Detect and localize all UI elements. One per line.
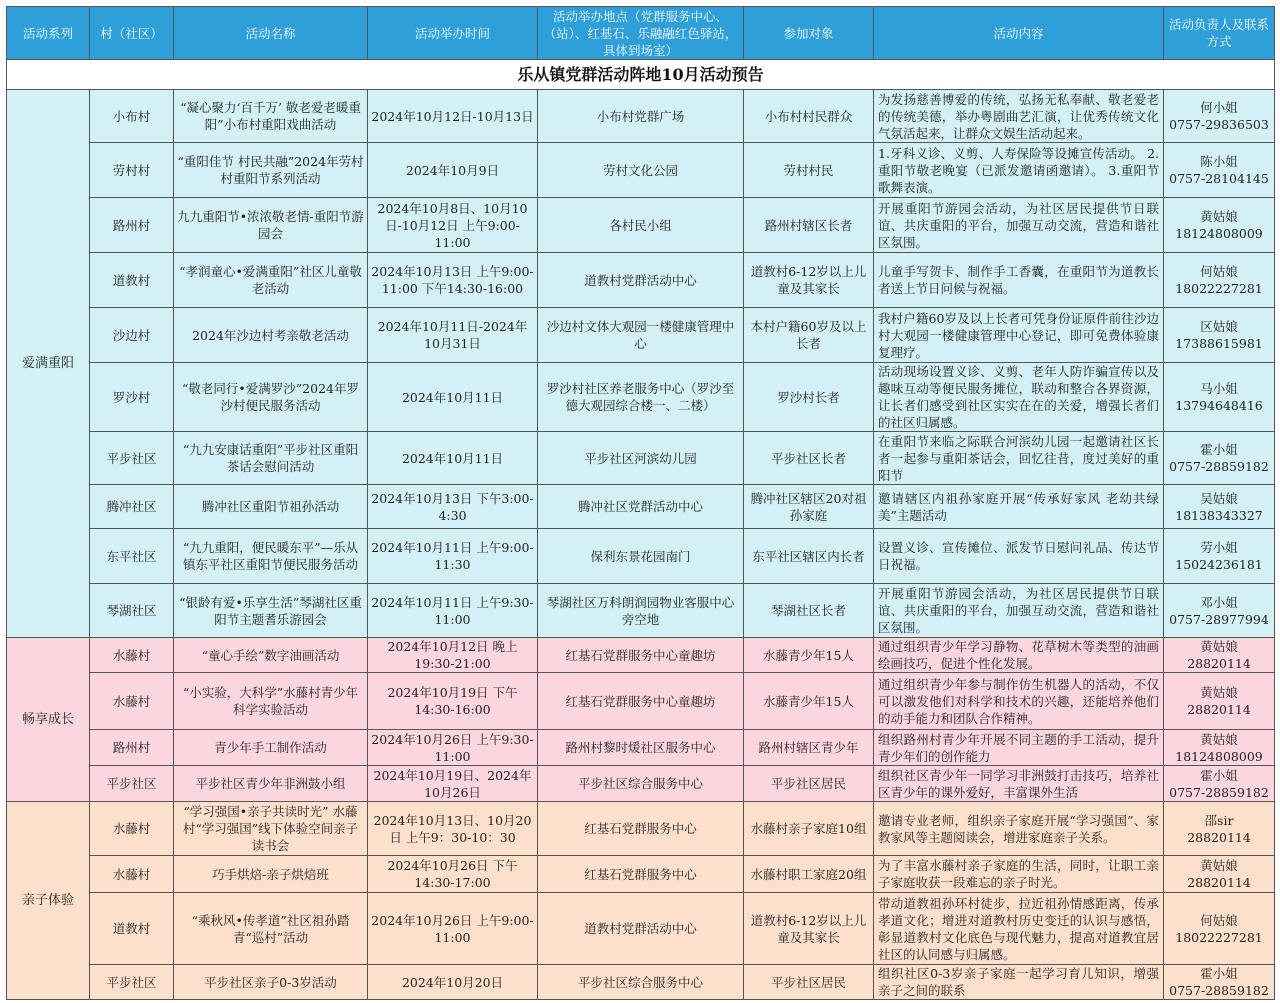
- contact-phone: 17388615981: [1175, 336, 1263, 351]
- audience-cell: 道教村6-12岁以上儿童及其家长: [744, 893, 874, 965]
- contact-cell: [1164, 965, 1275, 1000]
- header-content: 活动内容: [874, 7, 1164, 60]
- audience-cell: 水藤村职工家庭20组: [744, 856, 874, 893]
- contact-person: 劳小姐: [1200, 540, 1238, 555]
- audience-cell: 东平社区辖区内长者: [744, 529, 874, 584]
- village-cell: 路州村: [90, 198, 174, 253]
- contact-person: 霍小姐: [1200, 767, 1238, 783]
- contact-phone: 28820114: [1187, 829, 1251, 845]
- activity-location-cell: 保利东景花园南门: [538, 529, 744, 584]
- contact-cell: [1164, 766, 1275, 802]
- contact-cell: [1164, 253, 1275, 308]
- activity-location-cell: 道教村党群活动中心: [538, 893, 744, 965]
- table-row: [7, 198, 1275, 253]
- audience-cell: 水藤青少年15人: [744, 673, 874, 730]
- activity-location-cell: 红基石党群服务中心: [538, 802, 744, 856]
- table-row: [7, 485, 1275, 529]
- contact-phone: 18022227281: [1175, 929, 1263, 945]
- contact-phone: 18138343327: [1175, 507, 1263, 523]
- content-cell: 组织社区青少年一同学习非洲鼓打击技巧，培养社区青少年的课外爱好，丰富课外生活: [874, 766, 1164, 802]
- content-cell: 儿童手写贺卡、制作手工香囊，在重阳节为道教长者送上节日问候与祝福。: [874, 253, 1164, 308]
- village-cell: 沙边村: [90, 308, 174, 363]
- activity-location-cell: 小布村党群广场: [538, 90, 744, 143]
- activity-time-cell: 2024年10月11日 上午9:30-11:00: [368, 584, 538, 638]
- audience-cell: 腾冲社区辖区20对祖孙家庭: [744, 485, 874, 529]
- header-location: 活动举办地点（党群服务中心、（站）、红基石、乐融融红色驿站，具体到场室）: [538, 7, 744, 60]
- contact-cell: [1164, 90, 1275, 143]
- activity-name-cell: 巧手烘焙-亲子烘焙班: [174, 856, 368, 893]
- content-cell: 组织社区0-3岁亲子家庭一起学习育儿知识，增强亲子之间的联系: [874, 965, 1164, 1000]
- audience-cell: 劳村村民: [744, 143, 874, 198]
- contact-person: 何姑娘: [1200, 912, 1238, 928]
- table-row: [7, 638, 1275, 673]
- activity-location-cell: 红基石党群服务中心童趣坊: [538, 638, 744, 673]
- village-cell: 劳村村: [90, 143, 174, 198]
- village-cell: 道教村: [90, 893, 174, 965]
- content-cell: 1.牙科义诊、义剪、人寿保险等设摊宣传活动。 2.重阳节敬老晚宴（已派发邀请函邀请）。 3.重阳节歌舞表演。: [874, 143, 1164, 198]
- activity-time-cell: 2024年10月19日、2024年10月26日: [368, 766, 538, 802]
- contact-cell: [1164, 143, 1275, 198]
- content-cell: 为了丰富水藤村亲子家庭的生活，同时，让职工亲子家庭收获一段难忘的亲子时光。: [874, 856, 1164, 893]
- contact-person: 黄姑娘: [1200, 639, 1238, 654]
- contact-phone: 0757-28859182: [1169, 983, 1269, 998]
- activity-time-cell: 2024年10月26日 上午9:00-11:00: [368, 893, 538, 965]
- table-row: [7, 143, 1275, 198]
- activity-name-cell: 2024年沙边村考亲敬老活动: [174, 308, 368, 363]
- content-cell: 在重阳节来临之际联合河滨幼儿园一起邀请社区长者一起参与重阳茶话会，回忆往昔，度过美好的重阳节: [874, 432, 1164, 485]
- contact-person: 霍小姐: [1200, 442, 1238, 457]
- activity-name-cell: “童心手绘”数字油画活动: [174, 638, 368, 673]
- contact-person: 吴姑娘: [1200, 490, 1238, 506]
- village-cell: 平步社区: [90, 432, 174, 485]
- contact-cell: [1164, 432, 1275, 485]
- activity-name-cell: “银龄有爱•乐享生活”琴湖社区重阳节主题耆乐游园会: [174, 584, 368, 638]
- activity-sheet: [6, 6, 1274, 1000]
- activity-name-cell: “敬老同行•爱满罗沙”2024年罗沙村便民服务活动: [174, 363, 368, 432]
- table-row: [7, 584, 1275, 638]
- village-cell: 平步社区: [90, 965, 174, 1000]
- table-row: [7, 673, 1275, 730]
- series-cell: 亲子体验: [7, 802, 90, 1000]
- activity-time-cell: 2024年10月26日 下午14:30-17:00: [368, 856, 538, 893]
- activity-time-cell: 2024年10月11日 上午9:00-11:30: [368, 529, 538, 584]
- activity-time-cell: 2024年10月13日 上午9:00-11:00 下午14:30-16:00: [368, 253, 538, 308]
- table-row: [7, 363, 1275, 432]
- activity-name-cell: “凝心聚力‘百千万’ 敬老爱老暖重阳”小布村重阳戏曲活动: [174, 90, 368, 143]
- page-title: 乐从镇党群活动阵地10月活动预告: [7, 60, 1275, 90]
- header-time: 活动举办时间: [368, 7, 538, 60]
- activity-time-cell: 2024年10月11日-2024年10月31日: [368, 308, 538, 363]
- activity-time-cell: 2024年10月26日 上午9:30-11:00: [368, 730, 538, 766]
- contact-person: 何姑娘: [1200, 264, 1238, 279]
- table-row: [7, 802, 1275, 856]
- activity-name-cell: “乘秋风•传孝道”社区祖孙踏青“巡村”活动: [174, 893, 368, 965]
- contact-phone: 15024236181: [1175, 557, 1263, 572]
- activity-location-cell: 平步社区河滨幼儿园: [538, 432, 744, 485]
- contact-cell: [1164, 856, 1275, 893]
- contact-phone: 18022227281: [1175, 281, 1263, 296]
- content-cell: 开展重阳节游园会活动，为社区居民提供节日联谊、共庆重阳的平台，加强互动交流，营造和谐社区氛围。: [874, 584, 1164, 638]
- contact-phone: 13794648416: [1175, 398, 1263, 413]
- contact-phone: 28820114: [1187, 702, 1251, 717]
- contact-phone: 0757-28859182: [1169, 784, 1269, 800]
- audience-cell: 本村户籍60岁及以上长者: [744, 308, 874, 363]
- activity-name-cell: 腾冲社区重阳节祖孙活动: [174, 485, 368, 529]
- village-cell: 东平社区: [90, 529, 174, 584]
- contact-cell: [1164, 730, 1275, 766]
- table-row: [7, 308, 1275, 363]
- activity-name-cell: 九九重阳节•浓浓敬老情-重阳节游园会: [174, 198, 368, 253]
- audience-cell: 路州村辖区青少年: [744, 730, 874, 766]
- village-cell: 路州村: [90, 730, 174, 766]
- village-cell: 水藤村: [90, 856, 174, 893]
- activity-time-cell: 2024年10月9日: [368, 143, 538, 198]
- contact-phone: 0757-28977994: [1169, 611, 1269, 627]
- table-row: [7, 529, 1275, 584]
- contact-phone: 18124808009: [1175, 748, 1263, 764]
- contact-cell: [1164, 485, 1275, 529]
- activity-location-cell: 劳村文化公园: [538, 143, 744, 198]
- table-row: [7, 856, 1275, 893]
- activity-name-cell: “重阳佳节 村民共融”2024年劳村村重阳节系列活动: [174, 143, 368, 198]
- activity-time-cell: 2024年10月11日: [368, 432, 538, 485]
- table-row: [7, 893, 1275, 965]
- activity-location-cell: 道教村党群活动中心: [538, 253, 744, 308]
- activity-time-cell: 2024年10月20日: [368, 965, 538, 1000]
- table-row: [7, 766, 1275, 802]
- content-cell: 带动道教祖孙环村徒步，拉近祖孙情感距离，传承孝道文化；增进对道教村历史变迁的认识与感悟，彰显道教村文化底色与现代魅力，提高对道教宜居社区的认同感与归属感。: [874, 893, 1164, 965]
- activity-name-cell: 平步社区亲子0-3岁活动: [174, 965, 368, 1000]
- contact-cell: [1164, 198, 1275, 253]
- contact-phone: 0757-29836503: [1169, 117, 1269, 132]
- activity-location-cell: 腾冲社区党群活动中心: [538, 485, 744, 529]
- contact-person: 何小姐: [1200, 100, 1238, 115]
- audience-cell: 平步社区长者: [744, 432, 874, 485]
- activity-location-cell: 罗沙村社区养老服务中心（罗沙至德大观园综合楼一、二楼）: [538, 363, 744, 432]
- village-cell: 水藤村: [90, 638, 174, 673]
- activity-name-cell: “小实验，大科学”水藤村青少年科学实验活动: [174, 673, 368, 730]
- table-row: [7, 432, 1275, 485]
- table-row: [7, 730, 1275, 766]
- contact-cell: [1164, 363, 1275, 432]
- village-cell: 道教村: [90, 253, 174, 308]
- contact-phone: 0757-28859182: [1169, 459, 1269, 474]
- contact-cell: [1164, 529, 1275, 584]
- content-cell: 活动现场设置义诊、义剪、老年人防诈骗宣传以及趣味互动等便民服务摊位，联动和整合各界资源，让长者们感受到社区实实在在的关爱，增强长者们的社区归属感。: [874, 363, 1164, 432]
- content-cell: 通过组织青少年学习静物、花草树木等类型的油画绘画技巧，促进个性化发展。: [874, 638, 1164, 673]
- activity-location-cell: 沙边村文体大观园一楼健康管理中心: [538, 308, 744, 363]
- village-cell: 腾冲社区: [90, 485, 174, 529]
- village-cell: 水藤村: [90, 802, 174, 856]
- header-series: 活动系列: [7, 7, 90, 60]
- activity-location-cell: 红基石党群服务中心童趣坊: [538, 673, 744, 730]
- activity-name-cell: “九九重阳，便民暖东平”—乐从镇东平社区重阳节便民服务活动: [174, 529, 368, 584]
- contact-person: 区姑娘: [1200, 319, 1238, 334]
- contact-cell: [1164, 308, 1275, 363]
- table-row: [7, 965, 1275, 1000]
- audience-cell: 小布村村民群众: [744, 90, 874, 143]
- activity-name-cell: 青少年手工制作活动: [174, 730, 368, 766]
- audience-cell: 平步社区居民: [744, 766, 874, 802]
- contact-cell: [1164, 893, 1275, 965]
- audience-cell: 路州村辖区长者: [744, 198, 874, 253]
- audience-cell: 水藤青少年15人: [744, 638, 874, 673]
- header-village: 村（社区）: [90, 7, 174, 60]
- activity-time-cell: 2024年10月19日 下午14:30-16:00: [368, 673, 538, 730]
- header-contact: 活动负责人及联系方式: [1164, 7, 1275, 60]
- activity-location-cell: 琴湖社区万科朗润园物业客服中心旁空地: [538, 584, 744, 638]
- audience-cell: 道教村6-12岁以上儿童及其家长: [744, 253, 874, 308]
- table-row: [7, 253, 1275, 308]
- activity-time-cell: 2024年10月13日、10月20日 上午9：30-10：30: [368, 802, 538, 856]
- content-cell: 邀请专业老师，组织亲子家庭开展“学习强国”、家教家风等主题阅读会，增进家庭亲子关系。: [874, 802, 1164, 856]
- contact-phone: 28820114: [1187, 656, 1251, 671]
- contact-cell: [1164, 673, 1275, 730]
- contact-phone: 28820114: [1187, 875, 1251, 890]
- content-cell: 开展重阳节游园会活动，为社区居民提供节日联谊、共庆重阳的平台，加强互动交流，营造和谐社区氛围。: [874, 198, 1164, 253]
- contact-person: 黄姑娘: [1200, 209, 1238, 224]
- contact-person: 马小姐: [1200, 381, 1238, 396]
- activity-time-cell: 2024年10月12日-10月13日: [368, 90, 538, 143]
- activity-location-cell: 平步社区综合服务中心: [538, 766, 744, 802]
- village-cell: 小布村: [90, 90, 174, 143]
- content-cell: 组织路州村青少年开展不同主题的手工活动，提升青少年们的创作能力: [874, 730, 1164, 766]
- audience-cell: 琴湖社区长者: [744, 584, 874, 638]
- content-cell: 为发扬慈善博爱的传统，弘扬无私奉献、敬老爱老的传统美德，举办粤剧曲艺汇演，让优秀传统文化气氛活起来，让群众文娱生活动起来。: [874, 90, 1164, 143]
- contact-person: 邵sir: [1204, 812, 1234, 828]
- series-cell: 爱满重阳: [7, 90, 90, 638]
- audience-cell: 水藤村亲子家庭10组: [744, 802, 874, 856]
- village-cell: 水藤村: [90, 673, 174, 730]
- contact-cell: [1164, 638, 1275, 673]
- activity-time-cell: 2024年10月12日 晚上19:30-21:00: [368, 638, 538, 673]
- activity-time-cell: 2024年10月11日: [368, 363, 538, 432]
- audience-cell: 平步社区居民: [744, 965, 874, 1000]
- content-cell: 我村户籍60岁及以上长者可凭身份证原件前往沙边村大观园一楼健康管理中心登记，即可免费体验康复理疗。: [874, 308, 1164, 363]
- activity-name-cell: 平步社区青少年非洲鼓小组: [174, 766, 368, 802]
- village-cell: 平步社区: [90, 766, 174, 802]
- header-name: 活动名称: [174, 7, 368, 60]
- header-audience: 参加对象: [744, 7, 874, 60]
- contact-person: 陈小姐: [1200, 154, 1238, 169]
- contact-phone: 18124808009: [1175, 226, 1263, 241]
- activity-name-cell: “孝润童心•爱满重阳”社区儿童敬老活动: [174, 253, 368, 308]
- village-cell: 罗沙村: [90, 363, 174, 432]
- activity-table: [6, 6, 1275, 1000]
- contact-cell: [1164, 802, 1275, 856]
- series-cell: 畅享成长: [7, 638, 90, 802]
- contact-person: 霍小姐: [1200, 966, 1238, 981]
- activity-location-cell: 各村民小组: [538, 198, 744, 253]
- contact-person: 黄姑娘: [1200, 731, 1238, 747]
- activity-location-cell: 路州村黎时煖社区服务中心: [538, 730, 744, 766]
- content-cell: 通过组织青少年参与制作仿生机器人的活动，不仅可以激发他们对科学和技术的兴趣，还能培养他们的动手能力和团队合作精神。: [874, 673, 1164, 730]
- contact-person: 黄姑娘: [1200, 858, 1238, 873]
- activity-name-cell: “学习强国•亲子共读时光” 水藤村“学习强国”线下体验空间亲子读书会: [174, 802, 368, 856]
- activity-name-cell: “九九安康话重阳”平步社区重阳茶话会慰问活动: [174, 432, 368, 485]
- contact-phone: 0757-28104145: [1169, 171, 1269, 186]
- activity-time-cell: 2024年10月8日、10月10日-10月12日 上午9:00-11:00: [368, 198, 538, 253]
- village-cell: 琴湖社区: [90, 584, 174, 638]
- content-cell: 设置义诊、宣传摊位、派发节日慰问礼品、传达节日祝福。: [874, 529, 1164, 584]
- content-cell: 邀请辖区内祖孙家庭开展“传承好家风 老幼共绿美”主题活动: [874, 485, 1164, 529]
- activity-location-cell: 平步社区综合服务中心: [538, 965, 744, 1000]
- activity-time-cell: 2024年10月13日 下午3:00-4:30: [368, 485, 538, 529]
- contact-person: 邓小姐: [1200, 594, 1238, 610]
- contact-person: 黄姑娘: [1200, 685, 1238, 700]
- activity-location-cell: 红基石党群服务中心: [538, 856, 744, 893]
- table-row: [7, 90, 1275, 143]
- audience-cell: 罗沙村长者: [744, 363, 874, 432]
- contact-cell: [1164, 584, 1275, 638]
